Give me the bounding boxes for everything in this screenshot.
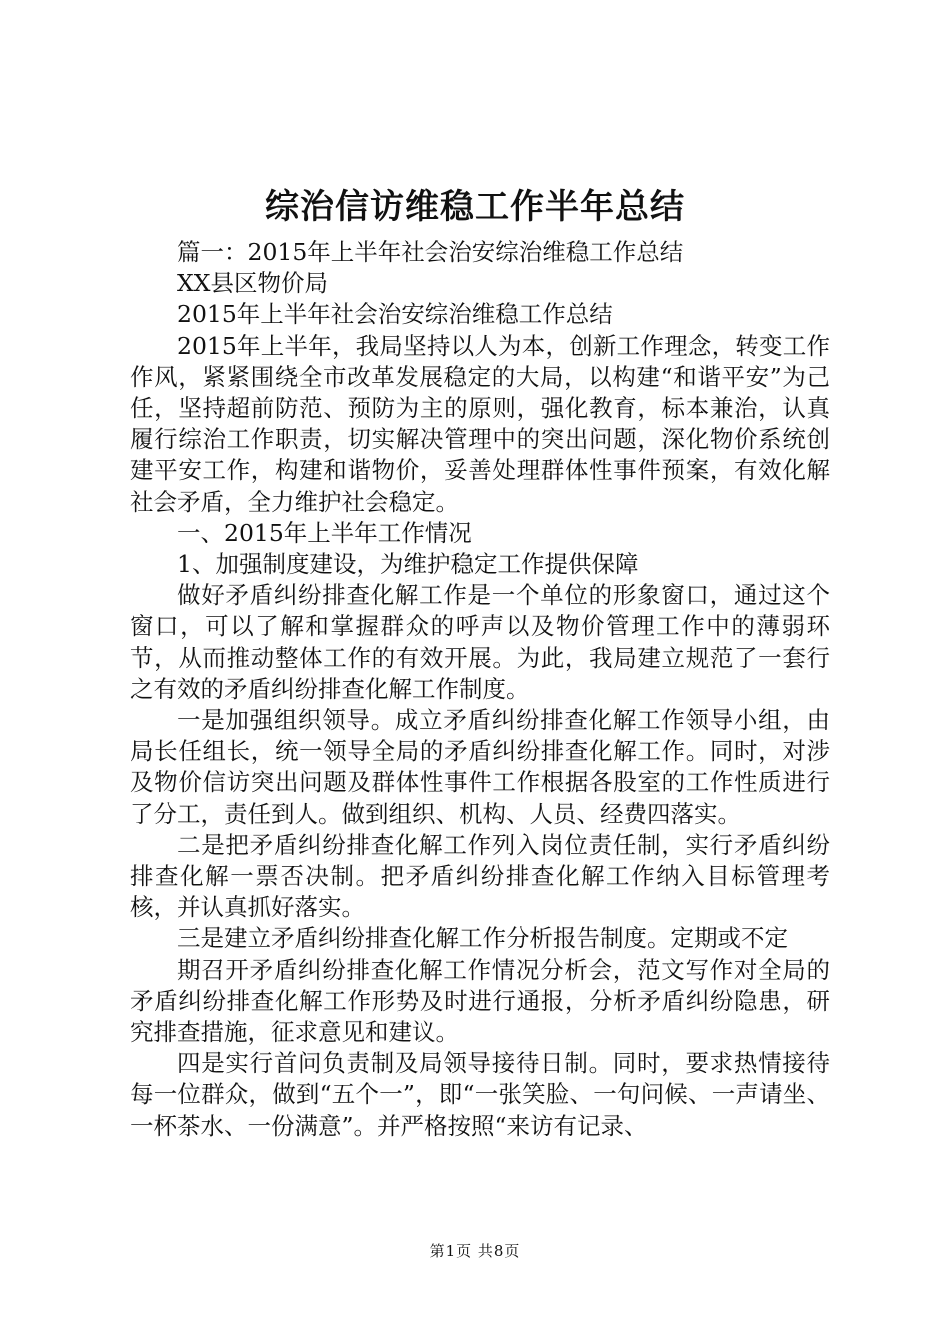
paragraph-section-heading: 一、2015年上半年工作情况: [177, 518, 472, 547]
document-title: 综治信访维稳工作半年总结: [265, 187, 685, 227]
paragraph-heading-article: 篇一：2015年上半年社会治安综治维稳工作总结: [177, 238, 684, 266]
paragraph-body: 二是把矛盾纠纷排查化解工作列入岗位责任制，实行矛盾纠纷排查化解一票否决制。把矛盾纠纷排查化解工作纳入目标管理考核，并认真抓好落实。: [130, 830, 830, 922]
document-body: [130, 237, 830, 1142]
paragraph-intro: 2015年上半年，我局坚持以人为本，创新工作理念，转变工作作风，紧紧围绕全市改革发展稳定的大局，以构建“和谐平安”为己任，坚持超前防范、预防为主的原则，强化教育，标本兼治，认真履行综治工作职责，切实解决管理中的突出问题，深化物价系统创建平安工作，构建和谐物价，妥善处理群体性事件预案，有效化解社会矛盾，全力维护社会稳定。: [130, 331, 830, 516]
paragraph-body: 四是实行首问负责制及局领导接待日制。同时，要求热情接待每一位群众，做到“五个一”，即“一张笑脸、一句问候、一声请坐、一杯茶水、一份满意”。并严格按照“来访有记录、: [130, 1049, 830, 1140]
paragraph-body: 做好矛盾纠纷排查化解工作是一个单位的形象窗口，通过这个窗口，可以了解和掌握群众的呼声以及物价管理工作中的薄弱环节，从而推动整体工作的有效开展。为此，我局建立规范了一套行之有效的矛盾纠纷排查化解工作制度。: [130, 581, 830, 703]
paragraph-body: 期召开矛盾纠纷排查化解工作情况分析会，范文写作对全局的矛盾纠纷排查化解工作形势及时进行通报，分析矛盾纠纷隐患，研究排查措施，征求意见和建议。: [130, 955, 830, 1047]
paragraph-body: 三是建立矛盾纠纷排查化解工作分析报告制度。定期或不定: [177, 924, 788, 953]
paragraph-subtitle: 2015年上半年社会治安综治维稳工作总结: [177, 300, 613, 329]
page-number: 第1页 共8页: [429, 1242, 521, 1260]
paragraph-subsection-heading: 1、加强制度建设，为维护稳定工作提供保障: [177, 550, 639, 579]
paragraph-body: 一是加强组织领导。成立矛盾纠纷排查化解工作领导小组，由局长任组长，统一领导全局的矛盾纠纷排查化解工作。同时，对涉及物价信访突出问题及群体性事件工作根据各股室的工作性质进行了分工，责任到人。做到组织、机构、人员、经费四落实。: [130, 706, 830, 828]
paragraph-organization: XX县区物价局: [177, 269, 328, 298]
